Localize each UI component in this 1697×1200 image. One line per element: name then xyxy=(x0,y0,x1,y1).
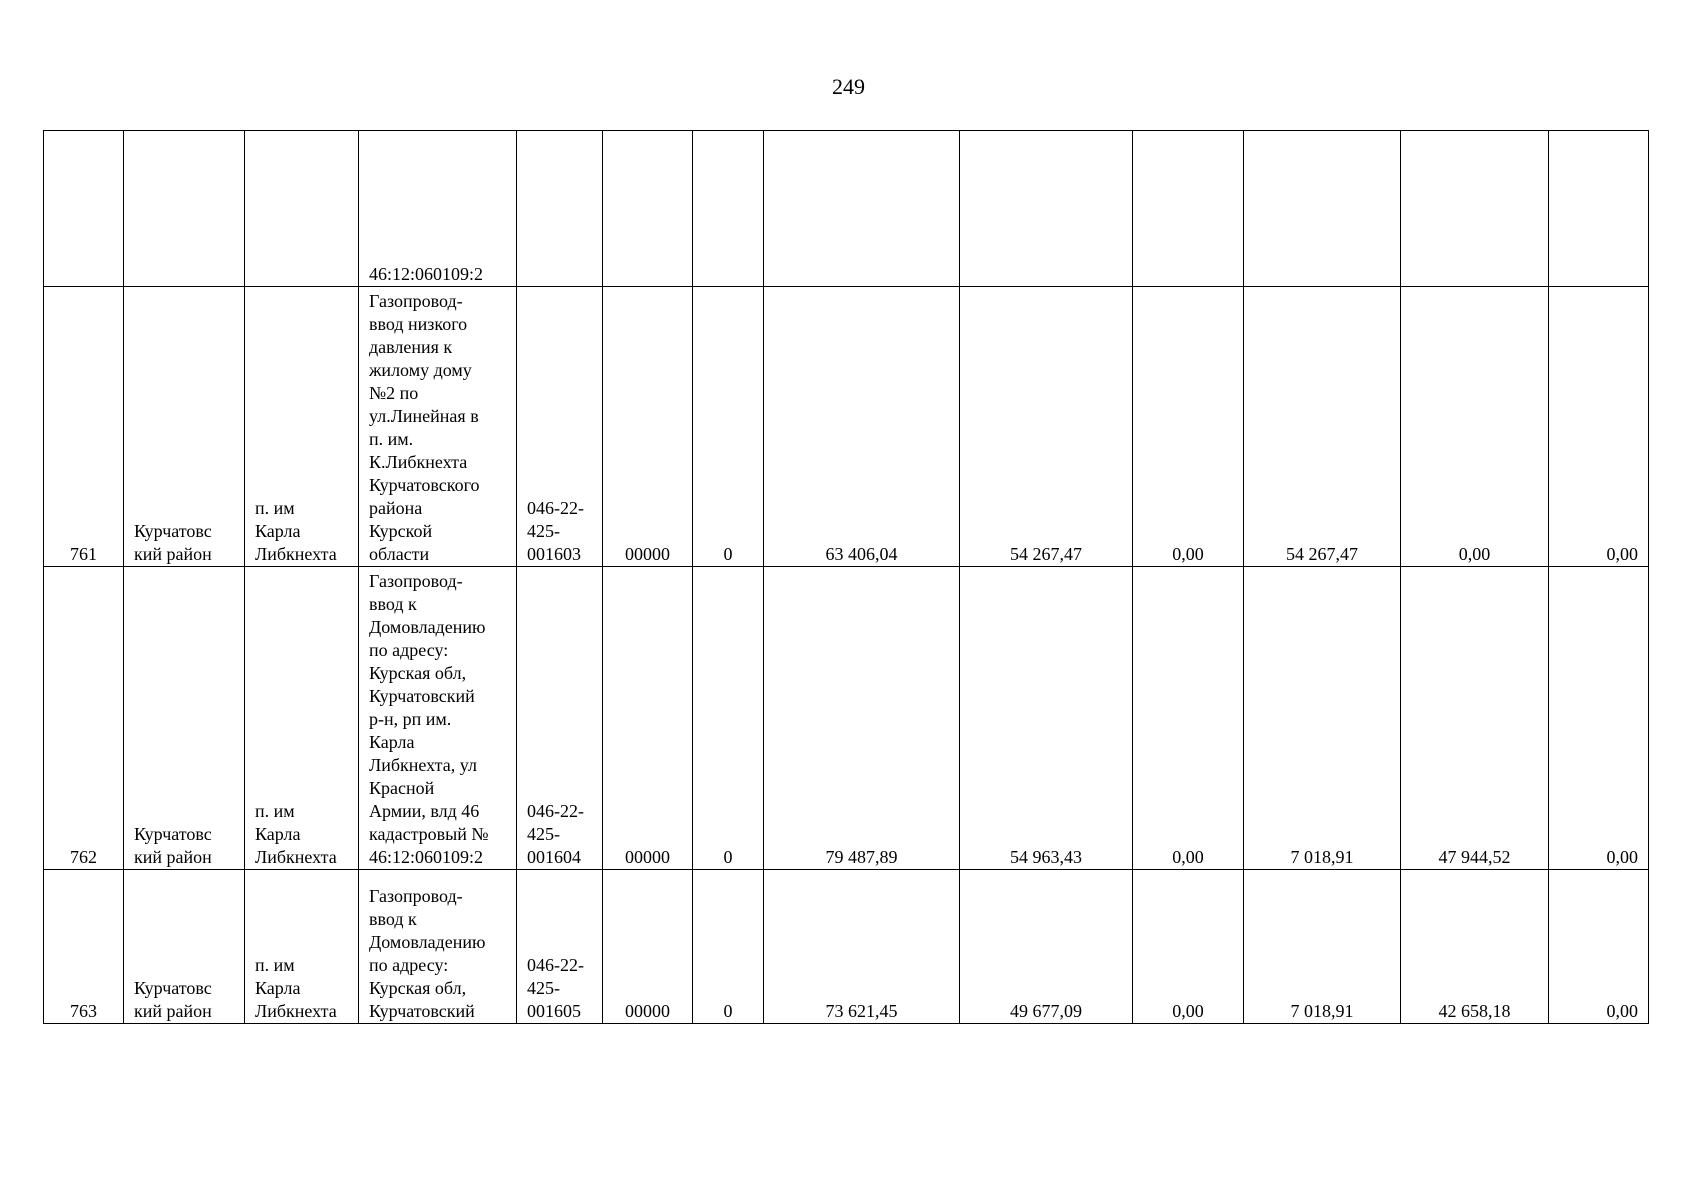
settlement-line: Либкнехта xyxy=(255,544,337,564)
description-line: 46:12:060109:2 xyxy=(369,264,484,284)
value-cell xyxy=(1244,131,1401,287)
description-line: Курчатовского xyxy=(369,475,480,495)
value-cell: 0,00 xyxy=(1133,287,1244,567)
description-line: жилому дому xyxy=(369,360,472,380)
value-cell: 00000 xyxy=(603,287,693,567)
description-line: Газопровод- xyxy=(369,571,463,591)
district-cell xyxy=(124,870,245,1024)
description-line: Домовладению xyxy=(369,932,486,952)
value-cell: 0,00 xyxy=(1133,870,1244,1024)
description-line: Курчатовский xyxy=(369,1001,475,1021)
code-cell xyxy=(517,870,603,1024)
description-line: К.Либкнехта xyxy=(369,452,468,472)
table-row xyxy=(44,567,1649,870)
row-number: 762 xyxy=(44,567,124,870)
description-line: Курская обл, xyxy=(369,978,467,998)
value-cell: 0,00 xyxy=(1401,287,1549,567)
code-cell xyxy=(517,567,603,870)
settlement-line: п. им xyxy=(255,801,295,821)
table-row xyxy=(44,287,1649,567)
district-line: кий район xyxy=(134,544,212,564)
value-cell: 00000 xyxy=(603,567,693,870)
value-cell: 0 xyxy=(693,870,764,1024)
value-cell xyxy=(603,131,693,287)
value-cell: 0,00 xyxy=(1133,567,1244,870)
value-cell: 54 963,43 xyxy=(960,567,1133,870)
description-cell xyxy=(359,567,517,870)
num-cell xyxy=(44,131,124,287)
code-line: 425- xyxy=(527,978,560,998)
description-cell xyxy=(359,870,517,1024)
code-line: 001605 xyxy=(527,1001,581,1021)
district-line: кий район xyxy=(134,1001,212,1021)
value-cell xyxy=(960,131,1133,287)
district-cell xyxy=(124,287,245,567)
code-line: 425- xyxy=(527,521,560,541)
description-line: п. им. xyxy=(369,429,414,449)
page-number: 249 xyxy=(832,74,865,99)
table-row xyxy=(44,131,1649,287)
description-line: р-н, рп им. xyxy=(369,709,452,729)
description-line: Либкнехта, ул xyxy=(369,755,477,775)
description-line: Газопровод- xyxy=(369,291,463,311)
code-cell xyxy=(517,131,603,287)
value-cell: 54 267,47 xyxy=(1244,287,1401,567)
description-line: Газопровод- xyxy=(369,886,463,906)
registry-table xyxy=(43,130,1649,1024)
settlement-cell xyxy=(245,567,359,870)
description-cell xyxy=(359,287,517,567)
description-line: Курской xyxy=(369,521,433,541)
table-row xyxy=(44,870,1649,1024)
value-cell: 49 677,09 xyxy=(960,870,1133,1024)
district-line: кий район xyxy=(134,847,212,867)
settlement-line: п. им xyxy=(255,498,295,518)
value-cell: 63 406,04 xyxy=(764,287,960,567)
value-cell: 73 621,45 xyxy=(764,870,960,1024)
settlement-line: Карла xyxy=(255,521,301,541)
value-cell: 00000 xyxy=(603,870,693,1024)
value-cell: 0,00 xyxy=(1549,567,1649,870)
district-cell xyxy=(124,131,245,287)
description-line: давления к xyxy=(369,337,453,357)
description-line: Армии, влд 46 xyxy=(369,801,480,821)
value-cell xyxy=(1549,131,1649,287)
code-cell xyxy=(517,287,603,567)
value-cell: 47 944,52 xyxy=(1401,567,1549,870)
description-cell xyxy=(359,131,517,287)
code-line: 001604 xyxy=(527,847,581,867)
description-line: Курская обл, xyxy=(369,663,467,683)
settlement-cell xyxy=(245,131,359,287)
description-line: ввод к xyxy=(369,909,417,929)
description-line: ул.Линейная в xyxy=(369,406,479,426)
description-line: кадастровый № xyxy=(369,824,489,844)
district-line: Курчатовс xyxy=(134,521,212,541)
description-line: по адресу: xyxy=(369,640,449,660)
description-line: Домовладению xyxy=(369,617,486,637)
row-number: 763 xyxy=(44,870,124,1024)
description-line: ввод к xyxy=(369,594,417,614)
code-line: 046-22- xyxy=(527,801,584,821)
settlement-cell xyxy=(245,870,359,1024)
value-cell: 79 487,89 xyxy=(764,567,960,870)
description-line: Курчатовский xyxy=(369,686,475,706)
description-line: 46:12:060109:2 xyxy=(369,847,484,867)
value-cell xyxy=(764,131,960,287)
value-cell: 7 018,91 xyxy=(1244,567,1401,870)
district-line: Курчатовс xyxy=(134,824,212,844)
settlement-line: Карла xyxy=(255,978,301,998)
district-line: Курчатовс xyxy=(134,978,212,998)
value-cell: 42 658,18 xyxy=(1401,870,1549,1024)
value-cell xyxy=(1133,131,1244,287)
value-cell: 0,00 xyxy=(1549,870,1649,1024)
settlement-line: п. им xyxy=(255,955,295,975)
settlement-line: Либкнехта xyxy=(255,847,337,867)
value-cell: 0,00 xyxy=(1549,287,1649,567)
value-cell: 0 xyxy=(693,567,764,870)
description-line: района xyxy=(369,498,423,518)
value-cell xyxy=(1401,131,1549,287)
code-line: 046-22- xyxy=(527,498,584,518)
code-line: 425- xyxy=(527,824,560,844)
value-cell: 7 018,91 xyxy=(1244,870,1401,1024)
value-cell: 54 267,47 xyxy=(960,287,1133,567)
description-line: Карла xyxy=(369,732,415,752)
description-line: Красной xyxy=(369,778,435,798)
description-line: №2 по xyxy=(369,383,419,403)
code-line: 046-22- xyxy=(527,955,584,975)
settlement-line: Карла xyxy=(255,824,301,844)
settlement-cell xyxy=(245,287,359,567)
description-line: ввод низкого xyxy=(369,314,468,334)
row-number: 761 xyxy=(44,287,124,567)
value-cell xyxy=(693,131,764,287)
value-cell: 0 xyxy=(693,287,764,567)
district-cell xyxy=(124,567,245,870)
description-line: по адресу: xyxy=(369,955,449,975)
code-line: 001603 xyxy=(527,544,581,564)
settlement-line: Либкнехта xyxy=(255,1001,337,1021)
description-line: области xyxy=(369,544,430,564)
